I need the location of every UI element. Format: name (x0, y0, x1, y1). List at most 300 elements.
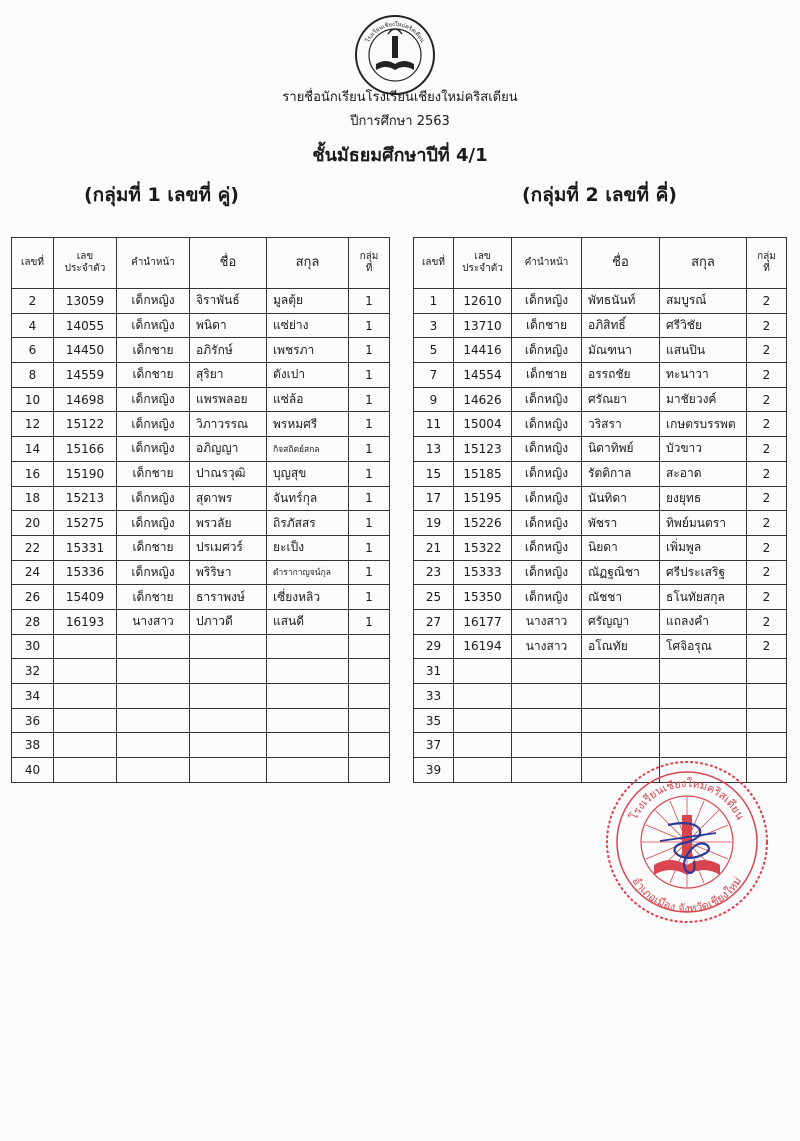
cell-number: 38 (12, 733, 54, 758)
cell-first-name: ธาราพงษ์ (190, 585, 267, 610)
cell-last-name (267, 708, 349, 733)
svg-text:โรงเรียนเชียงใหม่คริสเตียน: โรงเรียนเชียงใหม่คริสเตียน (365, 21, 425, 44)
header-group: กลุ่ม ที่ (349, 238, 390, 289)
cell-first-name: ปรเมศวร์ (190, 535, 267, 560)
cell-first-name: วริสรา (582, 412, 660, 437)
cell-student-id: 16194 (454, 634, 512, 659)
cell-group: 2 (747, 289, 787, 314)
cell-first-name: วิภาวรรณ (190, 412, 267, 437)
cell-student-id (454, 659, 512, 684)
cell-student-id: 14055 (54, 313, 117, 338)
cell-group: 1 (349, 412, 390, 437)
cell-number: 28 (12, 609, 54, 634)
cell-prefix (512, 758, 582, 783)
cell-last-name: ศรีประเสริฐ (660, 560, 747, 585)
cell-group: 2 (747, 535, 787, 560)
cell-student-id: 15195 (454, 486, 512, 511)
cell-number: 31 (414, 659, 454, 684)
group-right-title: (กลุ่มที่ 2 เลขที่ คี่) (522, 184, 677, 206)
cell-first-name: ปาณรวุฒิ (190, 461, 267, 486)
cell-number: 34 (12, 684, 54, 709)
cell-prefix (117, 684, 190, 709)
cell-group (349, 758, 390, 783)
cell-first-name: อภิสิทธิ์ (582, 313, 660, 338)
cell-group: 2 (747, 585, 787, 610)
cell-last-name: พรหมศรี (267, 412, 349, 437)
cell-prefix: เด็กหญิง (512, 560, 582, 585)
cell-last-name (267, 634, 349, 659)
table-row (12, 338, 390, 363)
cell-student-id: 14450 (54, 338, 117, 363)
cell-group: 2 (747, 363, 787, 388)
table-row (12, 313, 390, 338)
table-row (414, 585, 787, 610)
cell-last-name: สะอาด (660, 461, 747, 486)
cell-student-id: 12610 (454, 289, 512, 314)
cell-number: 40 (12, 758, 54, 783)
cell-number: 21 (414, 535, 454, 560)
table-row (12, 659, 390, 684)
cell-first-name (582, 708, 660, 733)
cell-last-name: เซี่ยงหลิว (267, 585, 349, 610)
cell-number: 27 (414, 609, 454, 634)
cell-prefix (512, 733, 582, 758)
cell-first-name (582, 733, 660, 758)
table-row (12, 511, 390, 536)
cell-prefix (117, 634, 190, 659)
cell-prefix: เด็กหญิง (117, 560, 190, 585)
table-row (12, 461, 390, 486)
cell-prefix: เด็กชาย (512, 313, 582, 338)
cell-number: 11 (414, 412, 454, 437)
cell-first-name: สุริยา (190, 363, 267, 388)
cell-student-id (454, 758, 512, 783)
cell-first-name (190, 733, 267, 758)
cell-group: 2 (747, 609, 787, 634)
cell-student-id: 14698 (54, 387, 117, 412)
cell-group: 2 (747, 313, 787, 338)
cell-group: 1 (349, 511, 390, 536)
cell-group: 1 (349, 313, 390, 338)
header-number: เลขที่ (414, 238, 454, 289)
cell-number: 9 (414, 387, 454, 412)
table-row (414, 338, 787, 363)
cell-prefix: เด็กชาย (117, 338, 190, 363)
cell-student-id: 16177 (454, 609, 512, 634)
cell-number: 15 (414, 461, 454, 486)
cell-number: 1 (414, 289, 454, 314)
table-row (414, 461, 787, 486)
cell-prefix (117, 758, 190, 783)
cell-student-id: 15350 (454, 585, 512, 610)
cell-student-id (454, 708, 512, 733)
table-row (414, 412, 787, 437)
cell-first-name: พรวลัย (190, 511, 267, 536)
cell-prefix: เด็กหญิง (512, 486, 582, 511)
cell-prefix: นางสาว (117, 609, 190, 634)
table-row (12, 560, 390, 585)
cell-last-name: ตังเปา (267, 363, 349, 388)
table-row (414, 609, 787, 634)
header-student-id: เลข ประจำตัว (454, 238, 512, 289)
cell-number: 18 (12, 486, 54, 511)
cell-group (747, 708, 787, 733)
cell-student-id: 15336 (54, 560, 117, 585)
cell-prefix: เด็กชาย (117, 585, 190, 610)
cell-number: 10 (12, 387, 54, 412)
cell-last-name: สมบูรณ์ (660, 289, 747, 314)
table-row (12, 412, 390, 437)
cell-last-name: บัวขาว (660, 437, 747, 462)
cell-first-name (190, 758, 267, 783)
cell-group (349, 708, 390, 733)
cell-prefix (117, 733, 190, 758)
cell-group: 2 (747, 387, 787, 412)
cell-number: 29 (414, 634, 454, 659)
table-row (414, 486, 787, 511)
cell-student-id: 14416 (454, 338, 512, 363)
cell-student-id: 15190 (54, 461, 117, 486)
cell-first-name: พัชรา (582, 511, 660, 536)
cell-prefix (117, 659, 190, 684)
cell-first-name: นิยดา (582, 535, 660, 560)
cell-prefix: เด็กหญิง (512, 412, 582, 437)
cell-group: 1 (349, 560, 390, 585)
table-row (12, 387, 390, 412)
cell-number: 13 (414, 437, 454, 462)
cell-last-name: โศจิอรุณ (660, 634, 747, 659)
cell-last-name (660, 684, 747, 709)
cell-number: 5 (414, 338, 454, 363)
header-group: กลุ่ม ที่ (747, 238, 787, 289)
header-number: เลขที่ (12, 238, 54, 289)
cell-group: 1 (349, 387, 390, 412)
cell-prefix: เด็กหญิง (117, 511, 190, 536)
cell-student-id (454, 733, 512, 758)
cell-student-id: 15122 (54, 412, 117, 437)
table-row (414, 535, 787, 560)
cell-group (349, 684, 390, 709)
cell-prefix: นางสาว (512, 609, 582, 634)
cell-last-name: เพชรภา (267, 338, 349, 363)
cell-student-id (54, 733, 117, 758)
table-row (12, 758, 390, 783)
cell-last-name: มาชัยวงค์ (660, 387, 747, 412)
cell-number: 23 (414, 560, 454, 585)
cell-number: 6 (12, 338, 54, 363)
cell-group (349, 634, 390, 659)
cell-first-name: สุดาพร (190, 486, 267, 511)
cell-number: 39 (414, 758, 454, 783)
cell-prefix: เด็กหญิง (512, 437, 582, 462)
cell-prefix: เด็กหญิง (512, 289, 582, 314)
table-row (414, 708, 787, 733)
cell-student-id: 15185 (454, 461, 512, 486)
cell-student-id (54, 684, 117, 709)
cell-number: 25 (414, 585, 454, 610)
cell-prefix: เด็กหญิง (512, 338, 582, 363)
cell-group (747, 659, 787, 684)
header-last-name: สกุล (267, 238, 349, 289)
cell-first-name (190, 659, 267, 684)
cell-first-name: รัตติกาล (582, 461, 660, 486)
cell-prefix: เด็กชาย (117, 363, 190, 388)
cell-last-name (267, 684, 349, 709)
cell-group: 1 (349, 338, 390, 363)
cell-number: 16 (12, 461, 54, 486)
cell-last-name (660, 659, 747, 684)
cell-number: 33 (414, 684, 454, 709)
cell-group (747, 684, 787, 709)
cell-student-id: 15275 (54, 511, 117, 536)
cell-student-id: 15213 (54, 486, 117, 511)
table-row (12, 585, 390, 610)
cell-group: 2 (747, 511, 787, 536)
cell-last-name: ดำรากาญจน์กุล (267, 560, 349, 585)
stamp-top-text: โรงเรียนเชียงใหม่คริสเตียน (627, 776, 747, 822)
table-row (12, 437, 390, 462)
cell-group (349, 733, 390, 758)
cell-number: 24 (12, 560, 54, 585)
cell-last-name: กิจสถิตย์สกล (267, 437, 349, 462)
cell-group (349, 659, 390, 684)
cell-first-name (582, 659, 660, 684)
class-title: ชั้นมัธยมศึกษาปีที่ 4/1 (312, 145, 488, 166)
cell-group: 1 (349, 585, 390, 610)
cell-last-name: แซ่ย่าง (267, 313, 349, 338)
cell-prefix: เด็กหญิง (117, 289, 190, 314)
table-header-row (414, 238, 787, 289)
cell-group: 1 (349, 289, 390, 314)
cell-student-id (54, 758, 117, 783)
cell-last-name: ยะเป็ง (267, 535, 349, 560)
cell-number: 7 (414, 363, 454, 388)
school-stamp (602, 757, 772, 927)
stamp-bottom-text: อำเภอเมือง จังหวัดเชียงใหม่ (629, 874, 745, 916)
cell-prefix (512, 708, 582, 733)
cell-last-name: แซ่ล้อ (267, 387, 349, 412)
cell-prefix: เด็กชาย (117, 535, 190, 560)
cell-first-name: ณัชชา (582, 585, 660, 610)
header-student-id: เลข ประจำตัว (54, 238, 117, 289)
cell-student-id (454, 684, 512, 709)
cell-last-name (267, 733, 349, 758)
table-row (414, 313, 787, 338)
cell-group: 2 (747, 486, 787, 511)
cell-first-name: นันทิดา (582, 486, 660, 511)
table-row (414, 437, 787, 462)
cell-first-name: อรรถชัย (582, 363, 660, 388)
cell-number: 32 (12, 659, 54, 684)
cell-student-id: 15004 (454, 412, 512, 437)
cell-student-id (54, 659, 117, 684)
cell-first-name: พริริษา (190, 560, 267, 585)
table-row (12, 609, 390, 634)
cell-prefix: เด็กหญิง (117, 437, 190, 462)
cell-last-name (267, 758, 349, 783)
cell-number: 8 (12, 363, 54, 388)
cell-first-name (190, 684, 267, 709)
cell-prefix: เด็กหญิง (117, 412, 190, 437)
cell-last-name: ทะนาวา (660, 363, 747, 388)
header-last-name: สกุล (660, 238, 747, 289)
cell-student-id: 14626 (454, 387, 512, 412)
cell-number: 20 (12, 511, 54, 536)
cell-last-name: ศรีวิชัย (660, 313, 747, 338)
cell-student-id: 15409 (54, 585, 117, 610)
cell-group: 2 (747, 437, 787, 462)
cell-group: 2 (747, 461, 787, 486)
cell-student-id: 15166 (54, 437, 117, 462)
cell-student-id: 15123 (454, 437, 512, 462)
cell-last-name: บุญสุข (267, 461, 349, 486)
cell-number: 36 (12, 708, 54, 733)
cell-student-id: 15322 (454, 535, 512, 560)
school-title: รายชื่อนักเรียนโรงเรียนเชียงใหม่คริสเตียน (282, 90, 518, 105)
cell-first-name: ปภาวดี (190, 609, 267, 634)
cell-group: 2 (747, 412, 787, 437)
cell-prefix: เด็กหญิง (117, 313, 190, 338)
cell-group: 1 (349, 461, 390, 486)
cell-prefix: เด็กชาย (117, 461, 190, 486)
cell-student-id: 14559 (54, 363, 117, 388)
group-1-table (11, 237, 390, 783)
cell-last-name: ธโนทัยสกุล (660, 585, 747, 610)
table-row (414, 634, 787, 659)
cell-number: 35 (414, 708, 454, 733)
cell-prefix: เด็กหญิง (117, 486, 190, 511)
table-row (414, 289, 787, 314)
cell-student-id: 15226 (454, 511, 512, 536)
cell-first-name: ณัฏฐณิชา (582, 560, 660, 585)
table-row (414, 387, 787, 412)
cell-student-id: 14554 (454, 363, 512, 388)
cell-number: 2 (12, 289, 54, 314)
header-prefix: คำนำหน้า (117, 238, 190, 289)
cell-number: 3 (414, 313, 454, 338)
cell-student-id (54, 708, 117, 733)
cell-first-name: ศรัญญา (582, 609, 660, 634)
cell-last-name (660, 733, 747, 758)
cell-student-id: 15331 (54, 535, 117, 560)
cell-number: 37 (414, 733, 454, 758)
cell-first-name: อโณทัย (582, 634, 660, 659)
cell-first-name: พนิดา (190, 313, 267, 338)
cell-prefix (512, 659, 582, 684)
cell-number: 26 (12, 585, 54, 610)
cell-prefix (117, 708, 190, 733)
cell-prefix: เด็กชาย (512, 363, 582, 388)
cell-group: 1 (349, 486, 390, 511)
group-left-title: (กลุ่มที่ 1 เลขที่ คู่) (84, 184, 239, 206)
cell-number: 22 (12, 535, 54, 560)
cell-group: 1 (349, 363, 390, 388)
cell-first-name: อภิรักษ์ (190, 338, 267, 363)
cell-last-name: ยงยุทธ (660, 486, 747, 511)
cell-last-name: มูลตุ้ย (267, 289, 349, 314)
table-row (12, 289, 390, 314)
cell-first-name: แพรพลอย (190, 387, 267, 412)
school-logo (354, 14, 436, 96)
cell-prefix: เด็กหญิง (512, 461, 582, 486)
cell-group: 1 (349, 535, 390, 560)
header-first-name: ชื่อ (190, 238, 267, 289)
header-first-name: ชื่อ (582, 238, 660, 289)
cell-number: 30 (12, 634, 54, 659)
cell-last-name: แสนดี (267, 609, 349, 634)
table-row (12, 733, 390, 758)
cell-prefix: เด็กหญิง (512, 535, 582, 560)
cell-last-name: แถลงคำ (660, 609, 747, 634)
cell-first-name: ศรัณยา (582, 387, 660, 412)
cell-last-name (267, 659, 349, 684)
cell-group: 1 (349, 609, 390, 634)
cell-prefix: เด็กหญิง (512, 511, 582, 536)
cell-last-name: ทิพย์มนตรา (660, 511, 747, 536)
cell-group: 2 (747, 338, 787, 363)
header-prefix: คำนำหน้า (512, 238, 582, 289)
cell-last-name (660, 708, 747, 733)
group-2-table (413, 237, 787, 783)
cell-number: 14 (12, 437, 54, 462)
table-row (12, 535, 390, 560)
cell-prefix (512, 684, 582, 709)
cell-number: 12 (12, 412, 54, 437)
cell-group (747, 733, 787, 758)
cell-student-id: 16193 (54, 609, 117, 634)
cell-prefix: นางสาว (512, 634, 582, 659)
academic-year: ปีการศึกษา 2563 (350, 114, 450, 129)
cell-last-name: ถิรภัสสร (267, 511, 349, 536)
cell-last-name: เกษตรบรรพต (660, 412, 747, 437)
cell-group: 1 (349, 437, 390, 462)
table-row (12, 708, 390, 733)
cell-prefix: เด็กหญิง (512, 585, 582, 610)
cell-student-id: 13710 (454, 313, 512, 338)
cell-prefix: เด็กหญิง (512, 387, 582, 412)
table-row (12, 684, 390, 709)
table-row (12, 486, 390, 511)
table-row (414, 363, 787, 388)
cell-student-id: 13059 (54, 289, 117, 314)
table-row (12, 363, 390, 388)
group-1-rows (12, 289, 390, 783)
cell-number: 19 (414, 511, 454, 536)
cell-first-name (190, 634, 267, 659)
table-row (414, 560, 787, 585)
cell-last-name: เพิ่มพูล (660, 535, 747, 560)
cell-student-id: 15333 (454, 560, 512, 585)
cell-group: 2 (747, 634, 787, 659)
table-row (414, 511, 787, 536)
cell-first-name (190, 708, 267, 733)
cell-first-name: อภิญญา (190, 437, 267, 462)
cell-first-name (582, 684, 660, 709)
cell-last-name: จันทร์กุล (267, 486, 349, 511)
cell-first-name: นิดาทิพย์ (582, 437, 660, 462)
cell-number: 17 (414, 486, 454, 511)
cell-first-name: จิราพันธ์ (190, 289, 267, 314)
cell-group: 2 (747, 560, 787, 585)
cell-number: 4 (12, 313, 54, 338)
table-row (414, 733, 787, 758)
table-row (414, 659, 787, 684)
group-2-rows (414, 289, 787, 783)
cell-first-name: มัณฑนา (582, 338, 660, 363)
cell-student-id (54, 634, 117, 659)
table-header-row (12, 238, 390, 289)
table-row (414, 684, 787, 709)
